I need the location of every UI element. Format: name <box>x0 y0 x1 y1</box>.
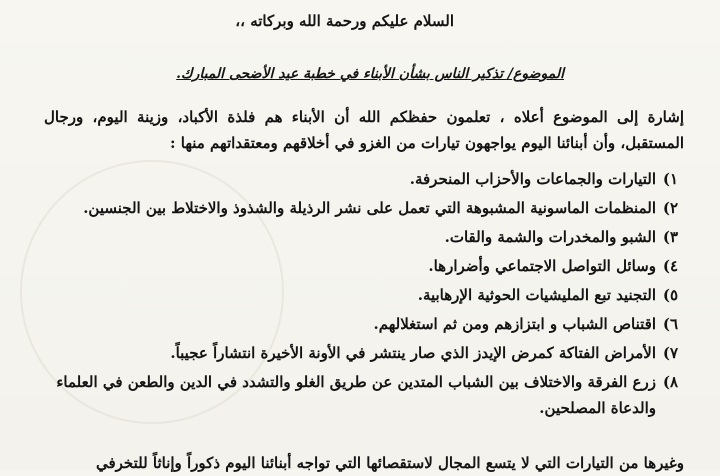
closing-paragraph: وغيرها من التيارات التي لا يتسع المجال لاستقصائها التي تواجه أبنائنا اليوم ذكوراً وإناثاً للتخرفي <box>95 454 684 472</box>
list-item <box>38 195 678 221</box>
list-item-text: اقتناص الشباب و ابتزازهم ومن ثم استغلالهم. <box>373 315 656 333</box>
threats-list <box>38 166 678 424</box>
list-item <box>38 282 678 308</box>
list-item-number: ٢) <box>662 199 678 217</box>
list-item-text: المنظمات الماسونية المشبوهة التي تعمل على نشر الرذيلة والشذوذ والاختلاط بين الجنسين. <box>83 199 656 217</box>
list-item-text: الشبو والمخدرات والشمة والقات. <box>444 228 656 246</box>
subject-line: الموضوع/ تذكير الناس بشأن الأبناء في خطبة عيد الأضحى المبارك. <box>176 66 564 82</box>
list-item-number: ٤) <box>662 257 678 275</box>
list-item-text: وسائل التواصل الاجتماعي وأضرارها. <box>428 257 656 275</box>
list-item-text: الأمراض الفتاكة كمرض الإيدز الذي صار ينتشر في الأونة الأخيرة انتشاراً عجيباً. <box>170 344 656 362</box>
list-item-number: ١) <box>662 170 678 188</box>
intro-paragraph: إشارة إلى الموضوع أعلاه ، تعلمون حفظكم الله أن الأبناء هم فلذة الأكباد، وزينة اليوم، ورجال المستقبل، وأن أبنائنا اليوم يواجهون تيارات من الغزو في أخلاقهم ومعتقداتهم منها : <box>44 108 684 152</box>
list-item-number: ٦) <box>662 315 678 333</box>
list-item-text: زرع الفرقة والاختلاف بين الشباب المتدين عن طريق الغلو والتشدد في الدين والطعن في العلماء والدعاة المصلحين. <box>56 373 656 417</box>
list-item <box>38 311 678 337</box>
list-item <box>38 369 678 421</box>
list-item-text: التجنيد تبع المليشيات الحوثية الإرهابية. <box>417 286 656 304</box>
greeting-line: السلام عليكم ورحمة الله وبركاته ،، <box>235 12 454 30</box>
list-item-number: ٣) <box>662 228 678 246</box>
list-item <box>38 166 678 192</box>
list-item-number: ٨) <box>662 373 678 391</box>
list-item-text: التيارات والجماعات والأحزاب المنحرفة. <box>409 170 656 188</box>
list-item <box>38 253 678 279</box>
list-item <box>38 224 678 250</box>
list-item-number: ٥) <box>662 286 678 304</box>
list-item-number: ٧) <box>662 344 678 362</box>
list-item <box>38 340 678 366</box>
